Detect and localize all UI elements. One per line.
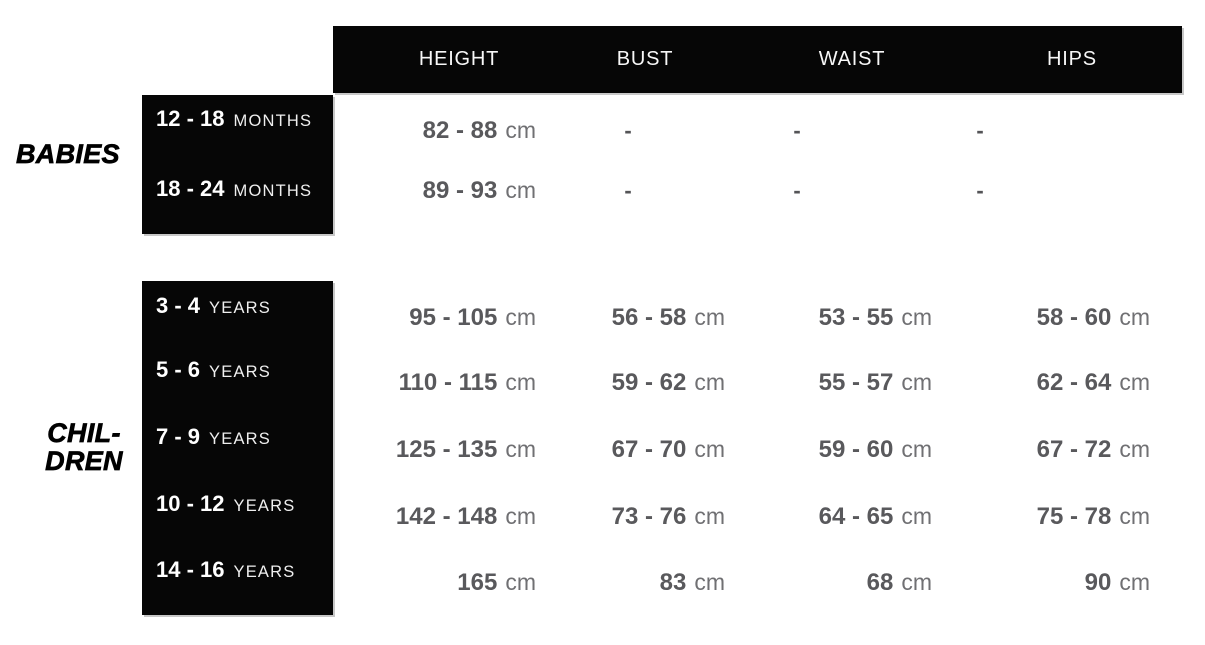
measurement-value: 125 - 135 bbox=[395, 436, 498, 463]
cell-hips bbox=[910, 432, 1150, 466]
age-range: 3 - 4 bbox=[156, 293, 201, 318]
measurement-unit: cm bbox=[505, 569, 536, 595]
measurement-value: 67 - 72 bbox=[1036, 436, 1112, 463]
measurement-value: 58 - 60 bbox=[1036, 304, 1112, 331]
age-range: 12 - 18 bbox=[156, 106, 225, 131]
measurement-value: 64 - 65 bbox=[818, 503, 894, 530]
measurement-unit: cm bbox=[505, 304, 536, 330]
measurement-unit: cm bbox=[1119, 304, 1150, 330]
measurement-value: 73 - 76 bbox=[611, 503, 687, 530]
group-label-children bbox=[45, 419, 123, 475]
measurement-value: 75 - 78 bbox=[1036, 503, 1112, 530]
age-unit: YEARS bbox=[233, 563, 296, 581]
measurement-value: 142 - 148 bbox=[395, 503, 498, 530]
measurement-unit: cm bbox=[1119, 503, 1150, 529]
measurement-unit: cm bbox=[901, 304, 932, 330]
measurement-value: - bbox=[624, 178, 632, 203]
measurement-value: - bbox=[976, 118, 984, 143]
age-unit: MONTHS bbox=[233, 182, 313, 200]
cell-bust bbox=[485, 365, 725, 399]
measurement-unit: cm bbox=[901, 569, 932, 595]
column-header-height: HEIGHT bbox=[418, 48, 500, 70]
measurement-unit: cm bbox=[505, 177, 536, 203]
age-unit: YEARS bbox=[209, 299, 271, 317]
measurement-value: 67 - 70 bbox=[611, 436, 687, 463]
measurement-unit: cm bbox=[694, 436, 725, 462]
measurement-value: 165 bbox=[457, 569, 498, 596]
measurement-value: 56 - 58 bbox=[611, 304, 687, 331]
column-header-hips: HIPS bbox=[1047, 48, 1097, 70]
measurement-unit: cm bbox=[505, 503, 536, 529]
measurement-unit: cm bbox=[1119, 369, 1150, 395]
age-range: 10 - 12 bbox=[156, 491, 225, 516]
measurement-value: 62 - 64 bbox=[1036, 369, 1112, 396]
age-unit: YEARS bbox=[233, 497, 296, 515]
cell-bust bbox=[485, 499, 725, 533]
cell-hips bbox=[910, 565, 1150, 599]
measurement-value: - bbox=[976, 178, 984, 203]
cell-hips bbox=[910, 499, 1150, 533]
measurement-unit: cm bbox=[1119, 436, 1150, 462]
measurement-unit: cm bbox=[694, 369, 725, 395]
group-label-children-line1: CHIL- bbox=[47, 418, 121, 448]
measurement-value: - bbox=[793, 178, 801, 203]
measurement-value: - bbox=[793, 118, 801, 143]
measurement-unit: cm bbox=[505, 436, 536, 462]
measurement-value: 59 - 62 bbox=[611, 369, 687, 396]
measurement-value: 95 - 105 bbox=[409, 304, 498, 331]
group-label-babies bbox=[16, 140, 120, 168]
measurement-unit: cm bbox=[901, 436, 932, 462]
measurement-value: 68 bbox=[866, 569, 894, 596]
age-unit: YEARS bbox=[209, 430, 271, 448]
cell-bust bbox=[485, 565, 725, 599]
measurement-value: 83 bbox=[659, 569, 687, 596]
cell-hips bbox=[910, 300, 1150, 334]
group-label-children-line2: DREN bbox=[45, 446, 123, 476]
cell-hips bbox=[860, 113, 1100, 147]
measurement-value: 89 - 93 bbox=[422, 177, 498, 204]
age-range: 14 - 16 bbox=[156, 557, 225, 582]
cell-height bbox=[296, 113, 536, 147]
cell-waist bbox=[692, 365, 932, 399]
measurement-unit: cm bbox=[901, 503, 932, 529]
table-header-bar bbox=[333, 26, 1182, 93]
column-header-bust: BUST bbox=[616, 48, 674, 70]
cell-bust bbox=[485, 300, 725, 334]
cell-hips bbox=[910, 365, 1150, 399]
measurement-value: 110 - 115 bbox=[398, 369, 498, 396]
measurement-value: 55 - 57 bbox=[818, 369, 894, 396]
measurement-value: 90 bbox=[1084, 569, 1112, 596]
measurement-value: 53 - 55 bbox=[818, 304, 894, 331]
cell-hips bbox=[860, 173, 1100, 207]
age-unit: YEARS bbox=[209, 363, 271, 381]
cell-waist bbox=[692, 499, 932, 533]
age-unit: MONTHS bbox=[233, 112, 313, 130]
age-range: 18 - 24 bbox=[156, 176, 225, 201]
measurement-unit: cm bbox=[505, 117, 536, 143]
measurement-value: 59 - 60 bbox=[818, 436, 894, 463]
measurement-unit: cm bbox=[694, 304, 725, 330]
age-range: 5 - 6 bbox=[156, 357, 201, 382]
measurement-unit: cm bbox=[1119, 569, 1150, 595]
cell-bust bbox=[485, 432, 725, 466]
age-range: 7 - 9 bbox=[156, 424, 201, 449]
cell-waist bbox=[692, 300, 932, 334]
cell-waist bbox=[692, 432, 932, 466]
measurement-unit: cm bbox=[694, 569, 725, 595]
measurement-unit: cm bbox=[505, 369, 536, 395]
column-header-waist: WAIST bbox=[818, 48, 886, 70]
measurement-value: - bbox=[624, 118, 632, 143]
measurement-unit: cm bbox=[694, 503, 725, 529]
measurement-unit: cm bbox=[901, 369, 932, 395]
measurement-value: 82 - 88 bbox=[422, 117, 498, 144]
cell-height bbox=[296, 173, 536, 207]
group-label-babies-text: BABIES bbox=[16, 139, 120, 169]
cell-waist bbox=[692, 565, 932, 599]
